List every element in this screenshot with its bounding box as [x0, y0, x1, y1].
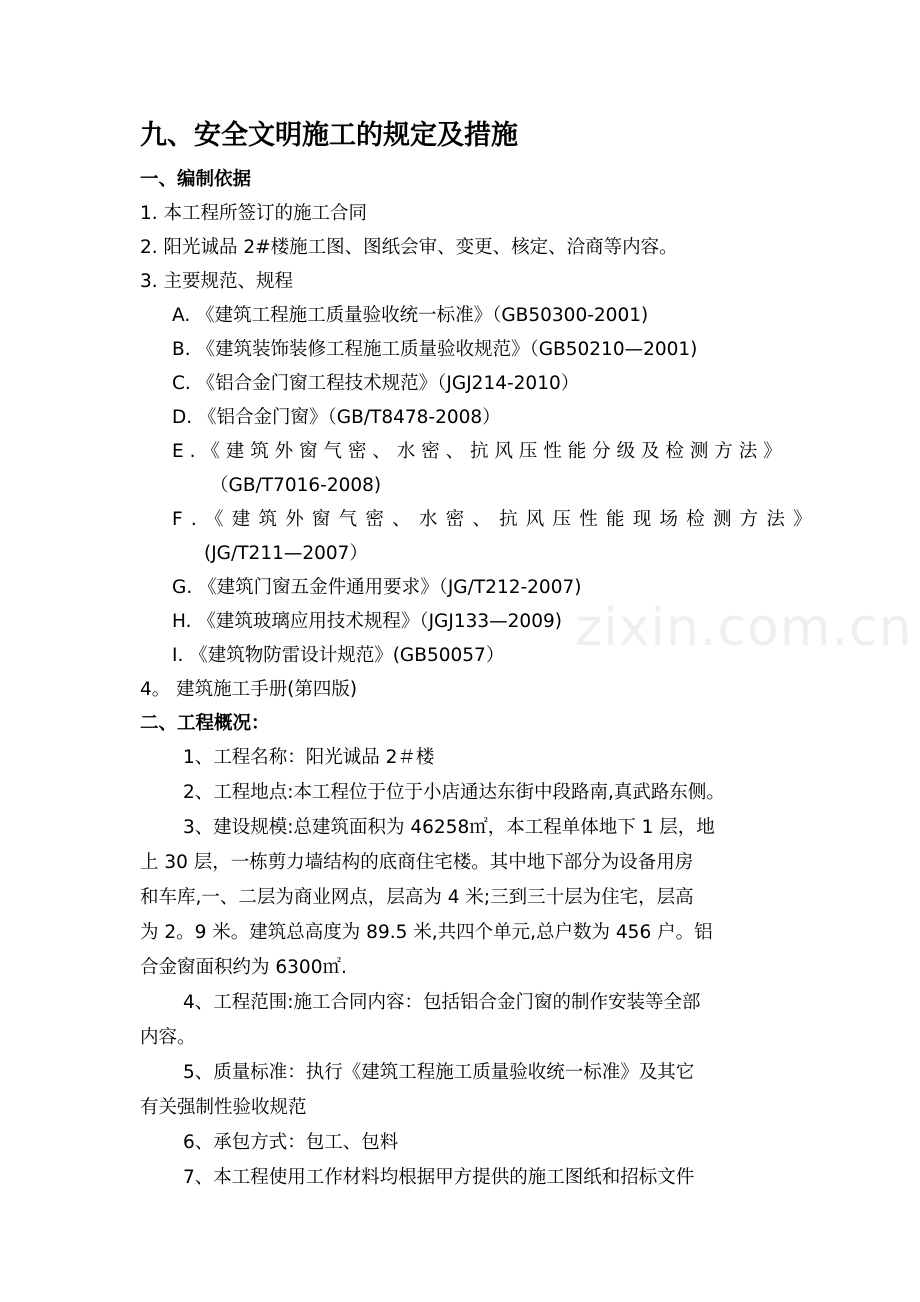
overview-line: 2、工程地点:本工程位于位于小店通达东街中段路南,真武路东侧。 [183, 782, 725, 803]
overview-line: 和车库,一、二层为商业网点，层高为 4 米;三到三十层为住宅，层高 [140, 887, 694, 908]
overview-line: 内容。 [140, 1027, 196, 1048]
basis-item-3: 3. 主要规范、规程 [140, 271, 294, 292]
overview-line: 1、工程名称：阳光诚品 2＃楼 [183, 747, 435, 768]
overview-line: 5、质量标准：执行《建筑工程施工质量验收统一标准》及其它 [183, 1062, 695, 1083]
overview-line: 上 30 层，一栋剪力墙结构的底商住宅楼。其中地下部分为设备用房 [140, 852, 694, 873]
standard-item-f: F . 《 建 筑 外 窗 气 密 、 水 密 、 抗 风 压 性 能 现 场 检 测 方 法 》 [172, 509, 812, 530]
overview-line: 合金窗面积约为 6300㎡. [140, 957, 347, 978]
basis-item-1: 1. 本工程所签订的施工合同 [140, 203, 368, 224]
overview-line: 4、工程范围:施工合同内容：包括铝合金门窗的制作安装等全部 [183, 992, 701, 1013]
standard-item-d: D. 《铝合金门窗》（GB/T8478-2008） [172, 407, 501, 428]
standard-item-g: G. 《建筑门窗五金件通用要求》（JG/T212-2007) [172, 577, 582, 598]
standard-item-f-code: (JG/T211—2007） [204, 543, 368, 564]
overview-line: 3、建设规模:总建筑面积为 46258㎡，本工程单体地下 1 层，地 [183, 817, 715, 838]
overview-line: 6、承包方式：包工、包料 [183, 1132, 399, 1153]
page-title: 九、安全文明施工的规定及措施 [140, 120, 518, 151]
section-heading-overview: 二、工程概况： [140, 713, 270, 734]
standard-item-b: B. 《建筑装饰装修工程施工质量验收规范》（GB50210—2001) [172, 339, 698, 360]
standard-item-i: I. 《建筑物防雷设计规范》(GB50057） [172, 645, 505, 666]
standard-item-h: H. 《建筑玻璃应用技术规程》（JGJ133—2009) [172, 611, 562, 632]
standard-item-c: C. 《铝合金门窗工程技术规范》（JGJ214-2010） [172, 373, 580, 394]
basis-item-2: 2. 阳光诚品 2#楼施工图、图纸会审、变更、核定、洽商等内容。 [140, 237, 678, 258]
section-heading-basis: 一、编制依据 [140, 169, 252, 190]
basis-item-4: 4。 建筑施工手册(第四版) [140, 679, 358, 700]
standard-item-e-code: （GB/T7016-2008) [210, 475, 382, 496]
overview-line: 有关强制性验收规范 [140, 1097, 307, 1118]
standard-item-e: E . 《 建 筑 外 窗 气 密 、 水 密 、 抗 风 压 性 能 分 级 及 检 测 方 法 》 [172, 441, 782, 462]
overview-line: 为 2。9 米。建筑总高度为 89.5 米,共四个单元,总户数为 456 户。铝 [140, 922, 713, 943]
watermark: zixin.com.cn [575, 598, 913, 658]
overview-line: 7、本工程使用工作材料均根据甲方提供的施工图纸和招标文件 [183, 1167, 695, 1188]
standard-item-a: A. 《建筑工程施工质量验收统一标准》（GB50300-2001) [172, 305, 649, 326]
